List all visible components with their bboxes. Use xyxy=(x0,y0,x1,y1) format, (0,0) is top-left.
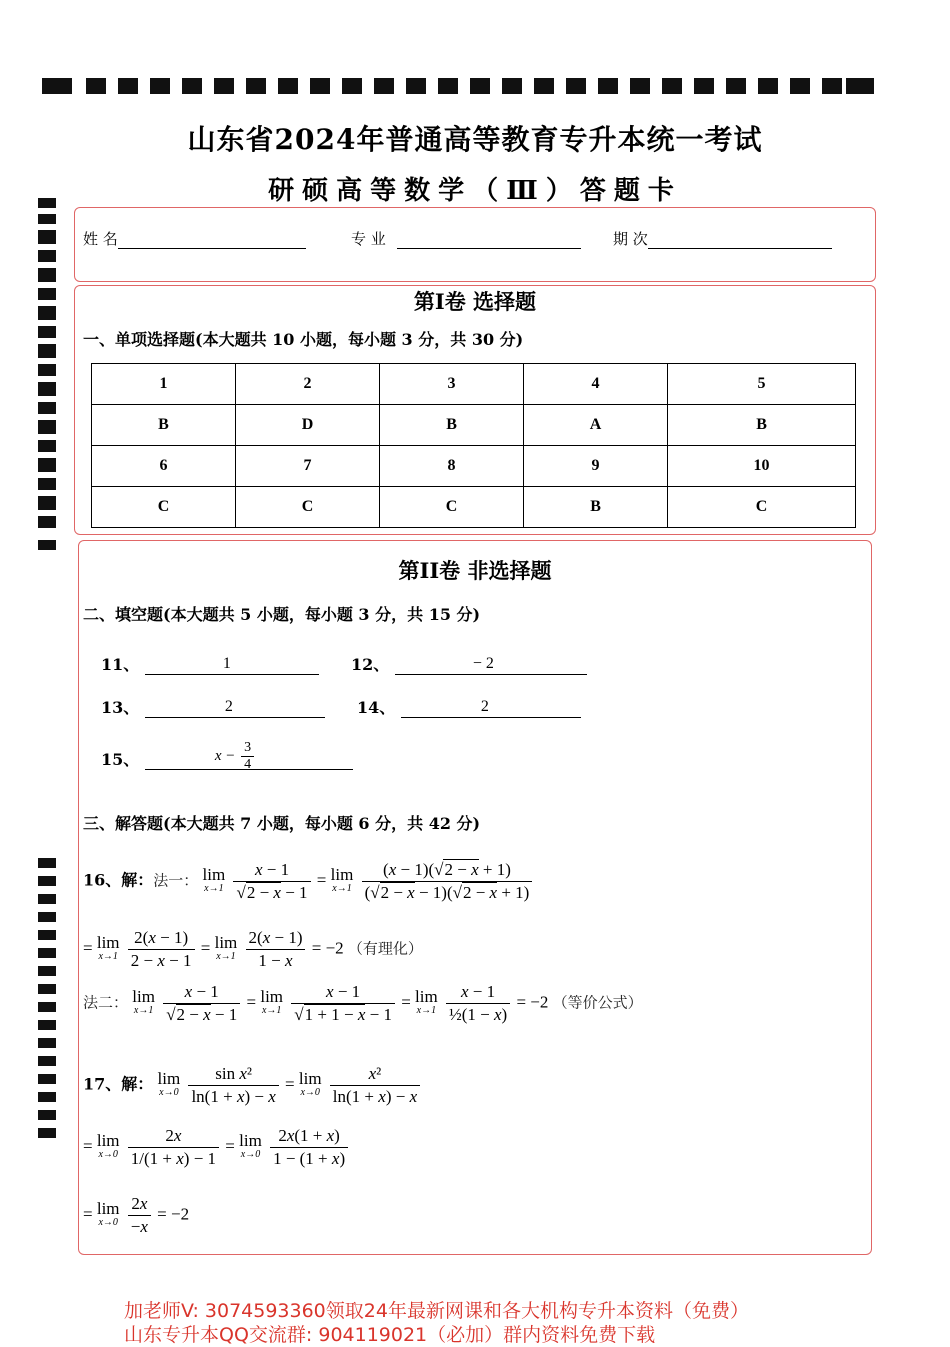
fraction: $\frac{\text{x²}}{\ln(1 + x) - x}$ xyxy=(330,1063,420,1108)
major-label: 专 业 xyxy=(351,230,386,248)
footer-line2: 山东专升本QQ交流群: 904119021（必加）群内资料免费下载 xyxy=(124,1324,656,1346)
fill-label: 14、 xyxy=(357,698,396,717)
table-row xyxy=(92,487,856,528)
fraction: $\frac{\text{sin x²}}{\ln(1 + x) - x}$ xyxy=(188,1063,278,1108)
table-cell: 10 xyxy=(668,446,856,487)
limit-symbol: lim x→0 xyxy=(298,1068,322,1098)
fraction: $\frac{2(x - 1)}{2 - x - 1}$ xyxy=(128,927,195,972)
q16-result: = −2 xyxy=(311,938,344,958)
limit-symbol: lim x→0 xyxy=(157,1068,181,1098)
fill-11 xyxy=(101,652,319,675)
q17-line3: = lim x→0 $\frac{2x}{-x}$ = −2 xyxy=(83,1194,190,1236)
fill-14 xyxy=(357,695,581,718)
fill-answer: 2 xyxy=(224,698,233,715)
fraction xyxy=(241,740,254,773)
fill-answer xyxy=(215,740,256,773)
fraction: $\frac{2x(1 + x)}{1 - (1 + x)}$ xyxy=(270,1125,348,1170)
fraction: $\frac{2(x - 1)}{1 - x}$ xyxy=(246,927,306,972)
fill-label: 13、 xyxy=(101,698,140,717)
table-cell: C xyxy=(92,487,236,528)
table-cell: D xyxy=(236,405,380,446)
fill-answer-line[interactable] xyxy=(401,699,581,718)
fraction: $\frac{x - 1}{√2 - x - 1}$ xyxy=(163,981,240,1026)
q16-method1: 法一： xyxy=(153,871,199,890)
q16-method2: 法二： xyxy=(83,993,129,1012)
table-cell: 5 xyxy=(668,364,856,405)
answer-card-title: 研硕高等数学（Ⅲ）答题卡 xyxy=(268,176,682,206)
table-cell: C xyxy=(380,487,524,528)
q16-line1: 16、解：法一： lim x→1 $\frac{x - 1}{√2 - x - 1}$ = lim x→1 $\frac{(x - 1)(√2 - x + 1)}{(√2 - x - 1)(√2 - x + 1)}$ xyxy=(83,859,534,904)
fill-heading: 二、填空题(本大题共 5 小题，每小题 3 分，共 15 分) xyxy=(83,605,481,624)
q16-note1: （有理化） xyxy=(347,939,423,958)
table-cell: B xyxy=(668,405,856,446)
table-cell: 7 xyxy=(236,446,380,487)
limit-symbol: lim x→1 xyxy=(202,864,226,894)
q17-line2: = lim x→0 $\frac{2x}{1/(1 + x) - 1}$ = lim x→0 $\frac{2x(1 + x)}{1 - (1 + x)}$ xyxy=(83,1125,350,1170)
session-label: 期 次 xyxy=(613,230,648,248)
fill-label: 12、 xyxy=(351,655,390,674)
fill-12 xyxy=(351,652,587,675)
footer-line1: 加老师V: 3074593360领取24年最新网课和各大机构专升本资料（免费） xyxy=(124,1300,749,1322)
limit-symbol: lim x→0 xyxy=(239,1130,262,1160)
major-field[interactable] xyxy=(397,232,581,249)
part2-section xyxy=(78,540,872,1255)
limit-symbol: lim x→1 xyxy=(96,932,120,962)
table-cell: 1 xyxy=(92,364,236,405)
q17-result: = −2 xyxy=(157,1204,190,1224)
q16-label: 16、解： xyxy=(83,870,154,890)
q17-label: 17、解： xyxy=(83,1074,154,1094)
top-dash-bar xyxy=(42,78,874,94)
fill-answer: 1 xyxy=(222,655,231,672)
fill-answer-line[interactable] xyxy=(395,656,587,675)
table-cell: C xyxy=(668,487,856,528)
fraction: $\frac{x - 1}{√1 + 1 - x - 1}$ xyxy=(291,981,395,1026)
fill-label: 15、 xyxy=(101,750,140,769)
fill-15 xyxy=(101,740,353,772)
table-cell: 6 xyxy=(92,446,236,487)
student-info-box xyxy=(74,207,876,282)
fraction: $\frac{x - 1}{\text{½(1 − x)}}$ xyxy=(446,981,510,1026)
fraction: $\frac{x - 1}{√2 - x - 1}$ xyxy=(233,859,310,904)
part2-title: 第II卷 非选择题 xyxy=(398,558,552,583)
fraction: $\frac{2x}{1/(1 + x) - 1}$ xyxy=(128,1125,219,1170)
fill-13 xyxy=(101,695,325,718)
numerator: 3 xyxy=(241,740,254,757)
fill-answer: 2 xyxy=(480,698,489,715)
q16-line3: 法二： lim x→1 $\frac{x - 1}{√2 - x - 1}$ = lim x→1 $\frac{x - 1}{√1 + 1 - x - 1}$ = lim x→1 $\frac{x - 1}{\text{½(1 − x)}}$ = −2 （等价公式） xyxy=(83,982,643,1024)
table-cell: C xyxy=(236,487,380,528)
fraction: $\frac{(x - 1)(√2 - x + 1)}{(√2 - x - 1)(√2 - x + 1)}$ xyxy=(362,859,533,904)
limit-symbol: lim x→0 xyxy=(96,1198,120,1228)
limit-symbol: lim x→1 xyxy=(132,986,155,1016)
q16-line2: = lim x→1 $\frac{2(x - 1)}{2 - x - 1}$ = lim x→1 $\frac{2(x - 1)}{1 - x}$ = −2 （有理化） xyxy=(83,928,423,970)
limit-symbol: lim x→0 xyxy=(96,1130,120,1160)
choice-answer-table xyxy=(91,363,856,528)
table-cell: B xyxy=(524,487,668,528)
part1-title: 第Ⅰ卷 选择题 xyxy=(413,289,537,314)
table-cell: 4 xyxy=(524,364,668,405)
fill-answer-line[interactable] xyxy=(145,699,325,718)
q17-line1: 17、解： lim x→0 $\frac{\text{sin x²}}{\ln(1 + x) - x}$ = lim x→0 $\frac{\text{x²}}{\ln(1 + x) - x}$ xyxy=(83,1063,422,1108)
table-cell: A xyxy=(524,405,668,446)
part1-section xyxy=(74,285,876,535)
limit-symbol: lim x→1 xyxy=(415,986,438,1016)
fill-answer: − 2 xyxy=(472,655,494,672)
table-row xyxy=(92,364,856,405)
table-cell: B xyxy=(380,405,524,446)
table-cell: 8 xyxy=(380,446,524,487)
solve-heading: 三、解答题(本大题共 7 小题，每小题 6 分，共 42 分) xyxy=(83,814,481,833)
choice-heading: 一、单项选择题(本大题共 10 小题，每小题 3 分，共 30 分) xyxy=(83,330,524,349)
table-cell: 3 xyxy=(380,364,524,405)
exam-title: 山东省2024年普通高等教育专升本统一考试 xyxy=(187,123,763,156)
limit-symbol: lim x→1 xyxy=(214,932,238,962)
q16-result: = −2 xyxy=(516,992,549,1012)
fill-answer-line[interactable] xyxy=(145,656,319,675)
name-label: 姓 名 xyxy=(83,230,118,248)
fraction: $\frac{2x}{-x}$ xyxy=(128,1193,151,1238)
q16-note2: （等价公式） xyxy=(552,993,643,1012)
fill-label: 11、 xyxy=(101,655,140,674)
fill-answer-prefix: x − xyxy=(214,747,236,764)
table-row xyxy=(92,446,856,487)
table-row xyxy=(92,405,856,446)
limit-symbol: lim x→1 xyxy=(330,864,354,894)
fill-answer-line[interactable] xyxy=(145,740,353,772)
table-cell: B xyxy=(92,405,236,446)
denominator: 4 xyxy=(244,757,252,772)
name-field[interactable] xyxy=(118,232,306,249)
session-field[interactable] xyxy=(648,232,832,249)
limit-symbol: lim x→1 xyxy=(260,986,284,1016)
table-cell: 9 xyxy=(524,446,668,487)
table-cell: 2 xyxy=(236,364,380,405)
